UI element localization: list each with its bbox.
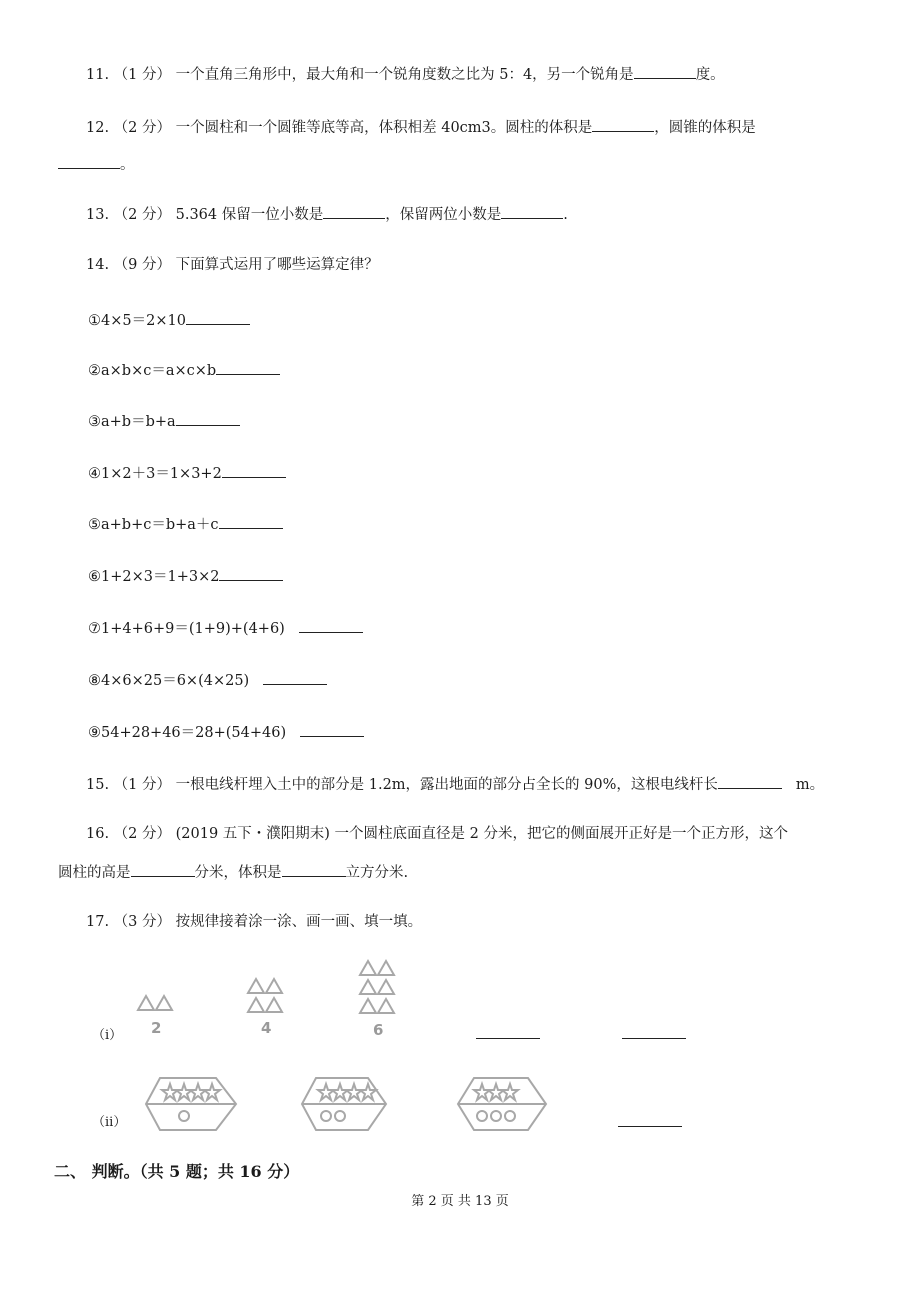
q14-item-text: ⑨54+28+46＝28+(54+46) bbox=[88, 725, 287, 741]
question-13 bbox=[86, 204, 568, 225]
q15-unit: m。 bbox=[795, 777, 825, 793]
q14-number: 14. bbox=[86, 257, 110, 273]
question-15 bbox=[86, 774, 824, 795]
q12-text: 一个圆柱和一个圆锥等底等高，体积相差 40cm3。圆柱的体积是 bbox=[175, 120, 593, 136]
q13-text-mid: ，保留两位小数是 bbox=[385, 207, 502, 223]
triangle-icon bbox=[360, 961, 376, 975]
q16-blank-height[interactable] bbox=[131, 862, 195, 877]
triangle-icon bbox=[248, 979, 264, 993]
q11-text-end: 度。 bbox=[695, 67, 725, 83]
q14-item bbox=[88, 411, 240, 432]
circle-icon bbox=[321, 1111, 331, 1121]
circle-icon bbox=[505, 1111, 515, 1121]
q16-text: (2019 五下・濮阳期末) 一个圆柱底面直径是 2 分米，把它的侧面展开正好是一个正方形，这个 bbox=[175, 826, 788, 842]
q14-item-text: ③a+b＝b+a bbox=[88, 414, 176, 430]
triangle-icon bbox=[266, 979, 282, 993]
q14-item bbox=[88, 360, 280, 381]
triangle-icon bbox=[248, 998, 264, 1012]
triangle-icon bbox=[156, 996, 172, 1010]
q17-row1-blanks bbox=[476, 1024, 686, 1045]
q14-item-text: ②a×b×c＝a×c×b bbox=[88, 363, 217, 379]
q14-item-text: ⑤a+b+c＝b+a＋c bbox=[88, 517, 219, 533]
section-heading: 二、 判断。（共 5 题；共 16 分） bbox=[54, 1162, 300, 1181]
q14-item-blank[interactable] bbox=[299, 618, 363, 633]
circle-icon bbox=[179, 1111, 189, 1121]
q14-item-blank[interactable] bbox=[219, 514, 283, 529]
q17-row1-blank[interactable] bbox=[622, 1024, 686, 1039]
question-11 bbox=[86, 64, 725, 85]
triangle-icon bbox=[266, 998, 282, 1012]
q15-number: 15. bbox=[86, 777, 110, 793]
circle-icon bbox=[491, 1111, 501, 1121]
q15-blank[interactable] bbox=[718, 774, 782, 789]
star-icon bbox=[190, 1084, 206, 1100]
triangle-icon bbox=[360, 980, 376, 994]
q16-text-c: 分米，体积是 bbox=[194, 865, 282, 881]
q16-number: 16. bbox=[86, 826, 110, 842]
q14-item-text: ④1×2＋3＝1×3+2 bbox=[88, 466, 222, 482]
hexagon-pattern-figure bbox=[140, 1070, 560, 1150]
triangle-icon bbox=[138, 996, 154, 1010]
question-14 bbox=[86, 255, 379, 275]
q12-blank-cone[interactable] bbox=[58, 154, 120, 169]
q14-item-blank[interactable] bbox=[186, 310, 250, 325]
question-17 bbox=[86, 912, 422, 932]
star-icon bbox=[162, 1084, 178, 1100]
q14-item-text: ①4×5＝2×10 bbox=[88, 313, 186, 329]
q13-score: （2 分） bbox=[113, 207, 172, 223]
q16-score: （2 分） bbox=[113, 826, 172, 842]
q11-score: （1 分） bbox=[113, 67, 172, 83]
q14-item bbox=[88, 310, 250, 331]
triangle-count-label: 4 bbox=[261, 1019, 272, 1037]
q14-item bbox=[88, 463, 286, 484]
star-icon bbox=[502, 1084, 518, 1100]
q15-text: 一根电线杆埋入土中的部分是 1.2m，露出地面的部分占全长的 90%，这根电线杆长 bbox=[175, 777, 718, 793]
q14-item bbox=[88, 514, 283, 535]
q17-number: 17. bbox=[86, 914, 110, 930]
question-16 bbox=[86, 824, 788, 844]
q12-score: （2 分） bbox=[113, 120, 172, 136]
question-16-continued bbox=[58, 862, 408, 883]
q17-row1-blank[interactable] bbox=[476, 1024, 540, 1039]
triangle-pattern-figure bbox=[132, 955, 412, 1040]
circle-icon bbox=[335, 1111, 345, 1121]
q14-score: （9 分） bbox=[113, 257, 172, 273]
q15-score: （1 分） bbox=[113, 777, 172, 793]
q14-text: 下面算式运用了哪些运算定律？ bbox=[175, 257, 379, 273]
q17-row2-blank[interactable] bbox=[618, 1112, 682, 1127]
q16-text-b: 圆柱的高是 bbox=[58, 865, 131, 881]
q17-row1-label: （i） bbox=[92, 1028, 123, 1043]
triangle-icon bbox=[378, 999, 394, 1013]
q14-item-text: ⑦1+4+6+9＝(1+9)+(4+6) bbox=[88, 621, 285, 637]
q14-item-blank[interactable] bbox=[263, 670, 327, 685]
q14-item-text: ⑥1+2×3＝1+3×2 bbox=[88, 569, 220, 585]
q13-number: 13. bbox=[86, 207, 110, 223]
q17-row2-blanks bbox=[618, 1112, 682, 1133]
q13-blank-one-decimal[interactable] bbox=[323, 204, 385, 219]
q13-text-end: . bbox=[563, 207, 568, 223]
q14-item bbox=[88, 618, 363, 639]
q11-number: 11. bbox=[86, 67, 110, 83]
q14-item-blank[interactable] bbox=[219, 566, 283, 581]
q14-item bbox=[88, 670, 327, 691]
q14-item-blank[interactable] bbox=[216, 360, 280, 375]
question-12 bbox=[86, 117, 756, 138]
q17-text: 按规律接着涂一涂、画一画、填一填。 bbox=[175, 914, 423, 930]
q14-item-blank[interactable] bbox=[176, 411, 240, 426]
q12-blank-cylinder[interactable] bbox=[592, 117, 654, 132]
q11-blank[interactable] bbox=[634, 64, 696, 79]
star-icon bbox=[176, 1084, 192, 1100]
q13-text: 5.364 保留一位小数是 bbox=[175, 207, 324, 223]
q12-number: 12. bbox=[86, 120, 110, 136]
q13-blank-two-decimal[interactable] bbox=[501, 204, 563, 219]
triangle-icon bbox=[378, 980, 394, 994]
triangle-count-label: 2 bbox=[151, 1019, 162, 1037]
star-icon bbox=[346, 1084, 362, 1100]
q16-blank-volume[interactable] bbox=[282, 862, 346, 877]
question-12-continued bbox=[58, 154, 135, 175]
star-icon bbox=[204, 1084, 220, 1100]
q16-text-d: 立方分米. bbox=[345, 865, 409, 881]
q17-score: （3 分） bbox=[113, 914, 172, 930]
q14-item bbox=[88, 566, 283, 587]
star-icon bbox=[488, 1084, 504, 1100]
q14-item bbox=[88, 722, 364, 743]
q12-text-end: 。 bbox=[120, 157, 135, 173]
circle-icon bbox=[477, 1111, 487, 1121]
q14-item-blank[interactable] bbox=[300, 722, 364, 737]
page-footer: 第 2 页 共 13 页 bbox=[411, 1194, 509, 1209]
q12-text-mid: ，圆锥的体积是 bbox=[654, 120, 756, 136]
q14-item-text: ⑧4×6×25＝6×(4×25) bbox=[88, 673, 250, 689]
star-icon bbox=[318, 1084, 334, 1100]
q14-item-blank[interactable] bbox=[222, 463, 286, 478]
triangle-icon bbox=[378, 961, 394, 975]
q17-row2-label: （ii） bbox=[92, 1115, 127, 1130]
q11-text: 一个直角三角形中，最大角和一个锐角度数之比为 5：4，另一个锐角是 bbox=[175, 67, 634, 83]
star-icon bbox=[474, 1084, 490, 1100]
star-icon bbox=[332, 1084, 348, 1100]
triangle-icon bbox=[360, 999, 376, 1013]
triangle-count-label: 6 bbox=[373, 1021, 384, 1039]
